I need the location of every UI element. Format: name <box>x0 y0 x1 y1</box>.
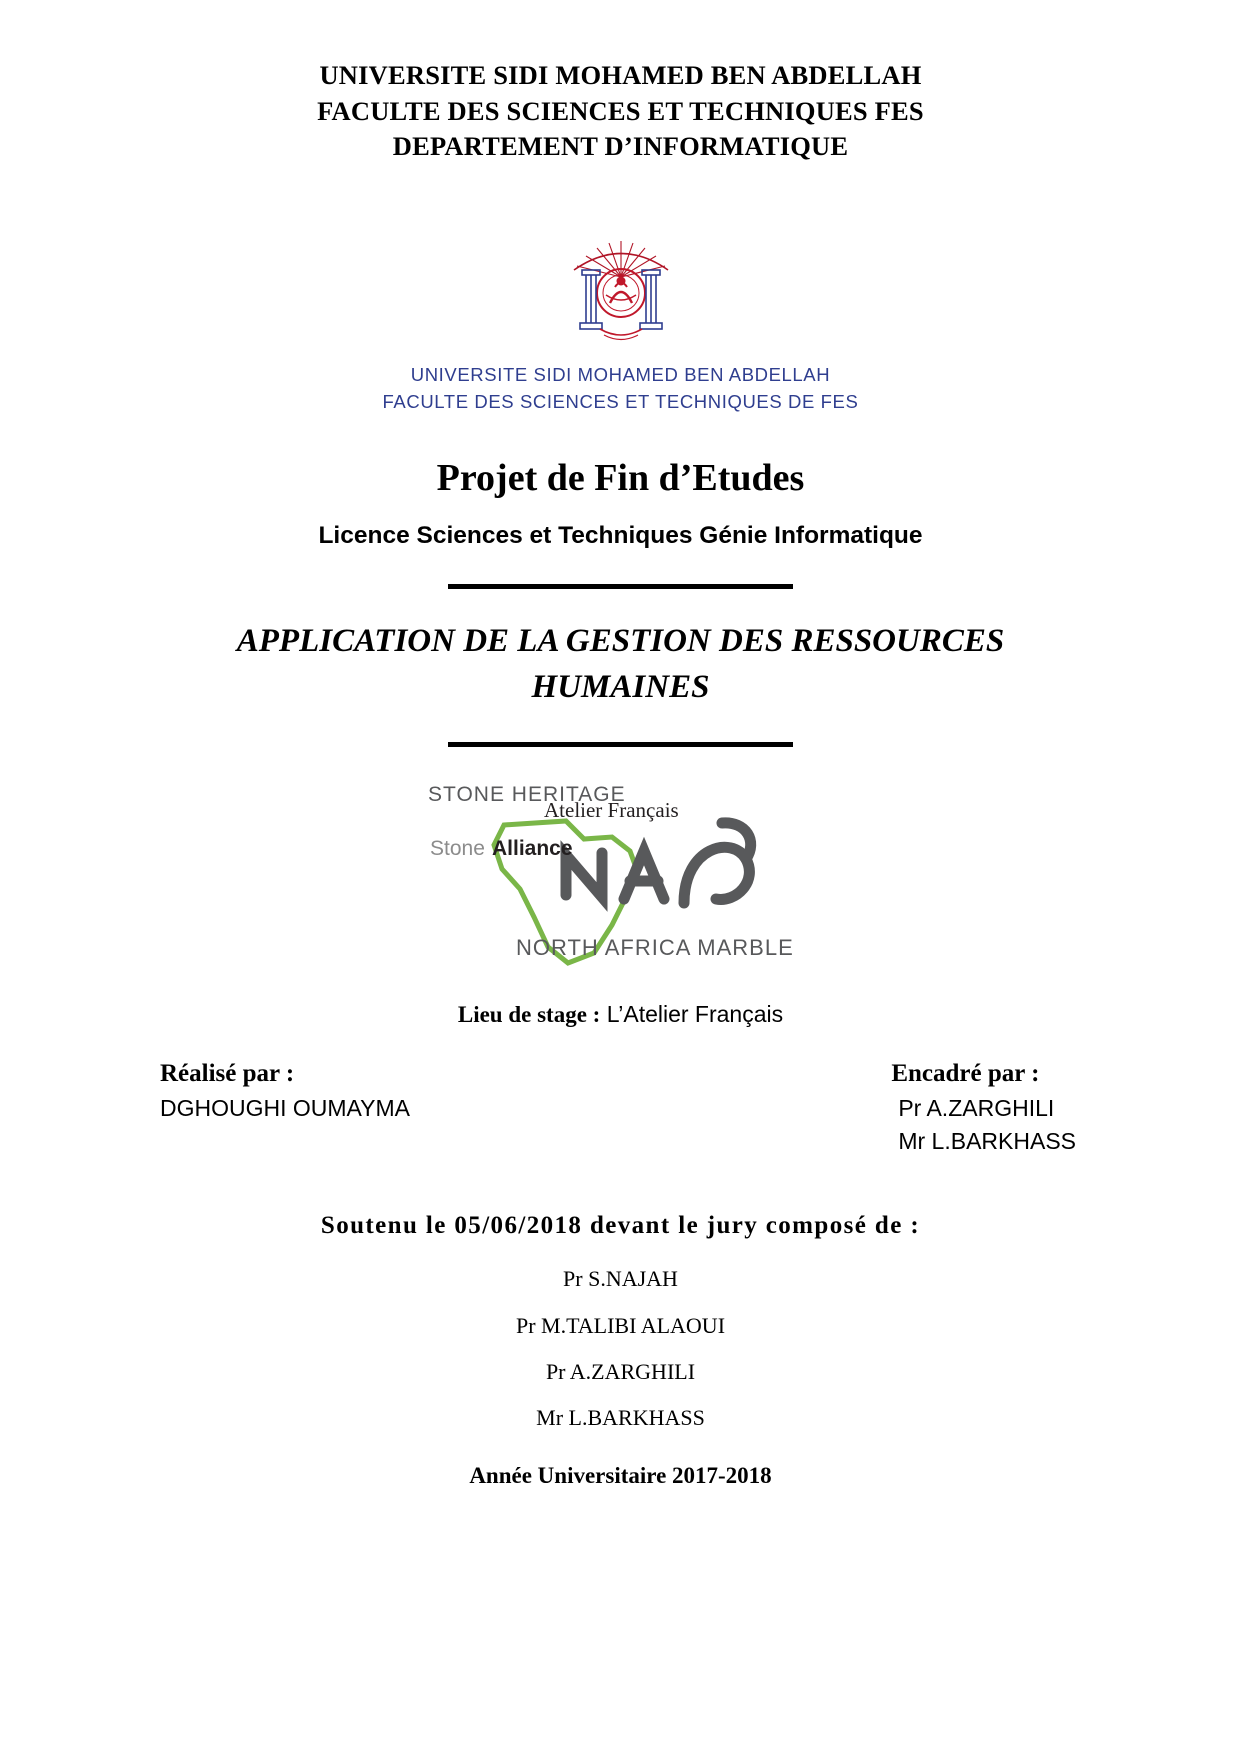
jury-member-4: Mr L.BARKHASS <box>536 1404 705 1430</box>
header-line-department: DEPARTEMENT D’INFORMATIQUE <box>392 131 849 161</box>
svg-text:NORTH AFRICA MARBLE: NORTH AFRICA MARBLE <box>515 935 794 961</box>
jury-member-3: Pr A.ZARGHILI <box>545 1358 696 1384</box>
university-crest-icon <box>496 237 746 352</box>
jury-member-2: Pr M.TALIBI ALAOUI <box>515 1312 726 1338</box>
supervisor-name-1: Pr A.ZARGHILI <box>898 1095 1055 1122</box>
internship-value: L’Atelier Français <box>606 1001 784 1028</box>
university-logo-caption <box>383 361 859 417</box>
logo-caption-line1: UNIVERSITE SIDI MOHAMED BEN ABDELLAH <box>410 363 831 385</box>
logo-caption-line2: FACULTE DES SCIENCES ET TECHNIQUES DE FES <box>382 391 859 413</box>
author-name: DGHOUGHI OUMAYMA <box>160 1095 411 1122</box>
university-logo <box>110 237 1131 417</box>
header-line-faculty: FACULTE DES SCIENCES ET TECHNIQUES FES <box>317 95 924 126</box>
internship-label: Lieu de stage : <box>457 1002 601 1028</box>
people-section <box>110 1060 1131 1157</box>
divider-top <box>448 584 793 589</box>
divider-bottom <box>448 742 793 747</box>
supervised-by-label: Encadré par : <box>891 1060 1040 1088</box>
jury-member-1: Pr S.NAJAH <box>563 1266 678 1292</box>
svg-text:STONE HERITAGE: STONE HERITAGE <box>427 783 626 807</box>
svg-text:Stone: Stone <box>429 837 485 861</box>
program-name: Licence Sciences et Techniques Génie Informatique <box>318 522 923 549</box>
institution-header <box>110 58 1131 165</box>
academic-year: Année Universitaire 2017-2018 <box>469 1463 772 1489</box>
company-logo <box>110 777 1131 977</box>
defense-heading: Soutenu le 05/06/2018 devant le jury composé de : <box>320 1212 921 1240</box>
supervisor-name-2: Mr L.BARKHASS <box>898 1127 1076 1154</box>
project-title: APPLICATION DE LA GESTION DES RESSOURCES HUMAINES <box>236 623 1005 705</box>
header-line-university: UNIVERSITE SIDI MOHAMED BEN ABDELLAH <box>319 60 922 90</box>
svg-text:Atelier Français: Atelier Français <box>543 798 679 823</box>
document-type: Projet de Fin d’Etudes <box>436 457 805 499</box>
supervisor-column <box>871 1060 1076 1157</box>
jury-list <box>110 1256 1131 1441</box>
author-column <box>160 1060 410 1157</box>
svg-text:Alliance: Alliance <box>491 837 573 861</box>
internship-line <box>110 1001 1131 1028</box>
realized-by-label: Réalisé par : <box>160 1060 295 1088</box>
